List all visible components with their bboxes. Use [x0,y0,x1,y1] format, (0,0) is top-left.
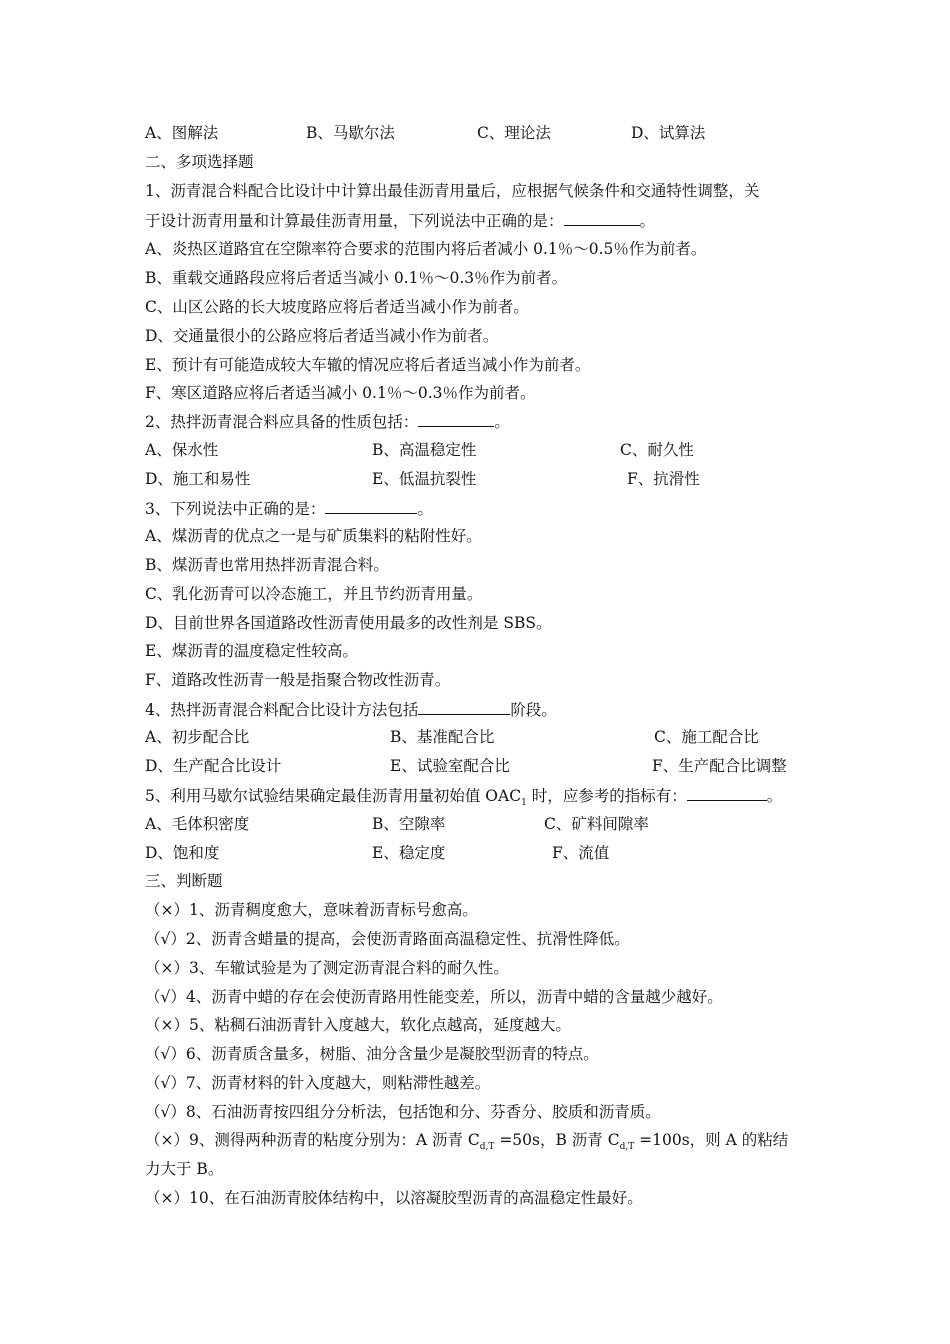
answer-blank [418,411,494,427]
judgment-item: （√）6、沥青质含量多，树脂、油分含量少是凝胶型沥青的特点。 [145,1045,599,1063]
question-4-option-d: D、生产配合比设计 [145,757,282,775]
question-2 [145,411,510,432]
question-1-option: B、重载交通路段应将后者适当减小 0.1％～0.3％作为前者。 [145,269,568,287]
question-5-option-a: A、毛体积密度 [145,815,250,833]
judgment-9-text-2: =50s，B 沥青 C [494,1131,620,1149]
question-2-option-a: A、保水性 [145,441,219,459]
question-3-option: D、目前世界各国道路改性沥青使用最多的改性剂是 SBS。 [145,614,552,632]
judgment-9-text-3: =100s，则 A 的粘结 [634,1131,789,1149]
question-2-option-c: C、耐久性 [620,441,694,459]
judgment-item: （×）10、在石油沥青胶体结构中，以溶凝胶型沥青的高温稳定性最好。 [145,1189,643,1207]
question-1-end: 。 [639,212,656,230]
question-3-option: A、煤沥青的优点之一是与矿质集料的粘附性好。 [145,527,482,545]
question-1-option: A、炎热区道路宜在空隙率符合要求的范围内将后者减小 0.1％～0.5％作为前者。 [145,240,707,258]
section-title-judgment: 三、判断题 [145,872,223,890]
question-5-option-e: E、稳定度 [372,844,446,862]
judgment-item: （√）7、沥青材料的针入度越大，则粘滞性越差。 [145,1074,491,1092]
method-option-c: C、理论法 [477,124,551,142]
judgment-item-9-line-2: 力大于 B。 [145,1160,224,1178]
question-1-option: D、交通量很小的公路应将后者适当减小作为前者。 [145,327,499,345]
question-3-option: B、煤沥青也常用热拌沥青混合料。 [145,556,389,574]
question-1-option: F、寒区道路应将后者适当减小 0.1％～0.3％作为前者。 [145,384,536,402]
answer-blank [325,498,417,514]
question-3 [145,498,433,519]
judgment-item: （√）2、沥青含蜡量的提高，会使沥青路面高温稳定性、抗滑性降低。 [145,930,630,948]
question-1-line-2 [145,210,655,231]
question-2-option-b: B、高温稳定性 [372,441,477,459]
question-4-option-c: C、施工配合比 [654,728,759,746]
question-3-text: 3、下列说法中正确的是： [145,500,326,518]
subscript: d,T [619,1142,635,1153]
section-title-multiple-choice: 二、多项选择题 [145,153,254,171]
question-4 [145,699,557,720]
question-3-end: 。 [417,500,433,518]
question-4-option-e: E、试验室配合比 [390,757,510,775]
subscript: d,T [479,1142,495,1153]
question-2-text: 2、热拌沥青混合料应具备的性质包括： [145,413,419,431]
question-5-option-f: F、流值 [552,844,610,862]
question-3-option: C、乳化沥青可以冷态施工，并且节约沥青用量。 [145,585,483,603]
question-5-text: 5、利用马歇尔试验结果确定最佳沥青用量初始值 OAC [145,787,522,805]
question-4-text: 4、热拌沥青混合料配合比设计方法包括 [145,701,419,719]
method-option-b: B、马歇尔法 [306,124,395,142]
question-3-option: E、煤沥青的温度稳定性较高。 [145,642,358,660]
judgment-9-text: （×）9、测得两种沥青的粘度分别为：A 沥青 C [145,1131,480,1149]
question-1-line-1: 1、沥青混合料配合比设计中计算出最佳沥青用量后，应根据气候条件和交通特性调整，关 [145,182,760,200]
question-1-option: C、山区公路的长大坡度路应将后者适当减小作为前者。 [145,298,529,316]
question-2-option-f: F、抗滑性 [627,470,700,488]
question-4-option-f: F、生产配合比调整 [652,757,787,775]
judgment-item: （√）4、沥青中蜡的存在会使沥青路用性能变差，所以，沥青中蜡的含量越少越好。 [145,988,723,1006]
question-2-option-e: E、低温抗裂性 [372,470,477,488]
question-5 [145,785,783,809]
question-4-end: 阶段。 [510,701,557,719]
question-3-option: F、道路改性沥青一般是指聚合物改性沥青。 [145,671,451,689]
judgment-item: （×）1、沥青稠度愈大，意味着沥青标号愈高。 [145,901,478,919]
question-2-option-d: D、施工和易性 [145,470,251,488]
question-5-option-d: D、饱和度 [145,844,220,862]
question-4-option-b: B、基准配合比 [390,728,495,746]
question-5-option-b: B、空隙率 [372,815,446,833]
method-option-a: A、图解法 [145,124,219,142]
judgment-item: （×）3、车辙试验是为了测定沥青混合料的耐久性。 [145,959,509,977]
judgment-item: （√）8、石油沥青按四组分分析法，包括饱和分、芬香分、胶质和沥青质。 [145,1103,661,1121]
answer-blank [564,210,640,226]
method-option-d: D、试算法 [631,124,706,142]
question-4-option-a: A、初步配合比 [145,728,250,746]
judgment-item: （×）5、粘稠石油沥青针入度越大，软化点越高，延度越大。 [145,1016,571,1034]
answer-blank [687,785,767,801]
answer-blank [418,699,510,715]
question-5-text-2: 时，应参考的指标有： [526,787,687,805]
judgment-item-9-line-1 [145,1130,789,1153]
question-1-text: 于设计沥青用量和计算最佳沥青用量，下列说法中正确的是： [145,212,564,230]
question-1-option: E、预计有可能造成较大车辙的情况应将后者适当减小作为前者。 [145,356,591,374]
question-5-end: 。 [766,787,783,805]
subscript: 1 [521,798,527,809]
question-2-end: 。 [494,413,510,431]
question-5-option-c: C、矿料间隙率 [544,815,649,833]
